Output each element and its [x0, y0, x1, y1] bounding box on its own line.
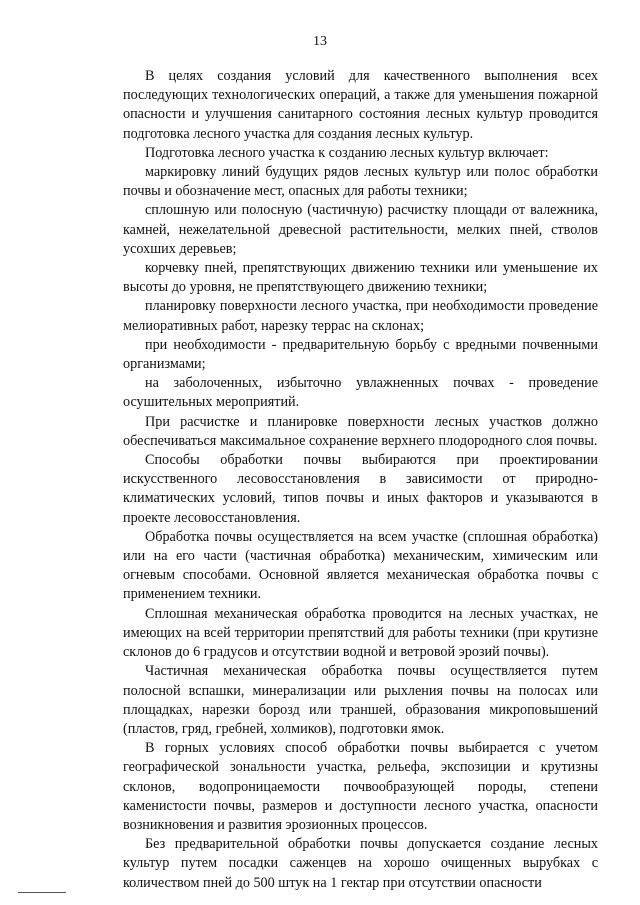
- paragraph: Сплошная механическая обработка проводится на лесных участках, не имеющих на всей территории препятствий для работы техники (при крутизне склонов до 6 градусов и отсутствии водной и ветровой эрозий почвы).: [123, 605, 598, 661]
- list-item: корчевку пней, препятствующих движению техники или уменьшение их высоты до уровня, не препятствующего движению техники;: [123, 260, 598, 296]
- paragraph: При расчистке и планировке поверхности лесных участков должно обеспечиваться максимальное сохранение верхнего плодородного слоя почвы.: [123, 413, 598, 449]
- footer-divider: [18, 892, 66, 893]
- paragraph: Подготовка лесного участка к созданию лесных культур включает:: [145, 144, 549, 161]
- paragraph: Без предварительной обработки почвы допускается создание лесных культур путем посадки саженцев на хорошо очищенных вырубках с количеством пней до 500 штук на 1 гектар при отсутствии опасности: [123, 836, 598, 891]
- paragraph: Частичная механическая обработка почвы осуществляется путем полосной вспашки, минерализации или рыхления почвы на полосах или площадках, нарезки борозд или траншей, образования микроповышений (пластов, гряд, гребней, холмиков), подготовки ямок.: [123, 663, 598, 737]
- paragraph: Обработка почвы осуществляется на всем участке (сплошная обработка) или на его части (частичная обработка) механическим, химическим или огневым способами. Основной является механическая обработка почвы с применением техники.: [123, 528, 598, 603]
- paragraph: В целях создания условий для качественного выполнения всех последующих технологических операций, а также для уменьшения пожарной опасности и улучшения санитарного состояния лесных культур проводится подготовка лесного участка для создания лесных культур.: [123, 68, 598, 142]
- list-item: маркировку линий будущих рядов лесных культур или полос обработки почвы и обозначение мест, опасных для работы техники;: [123, 164, 598, 200]
- list-item: планировку поверхности лесного участка, при необходимости проведение мелиоративных работ, нарезку террас на склонах;: [123, 298, 598, 334]
- paragraph: В горных условиях способ обработки почвы выбирается с учетом географической зональности участка, рельефа, экспозиции и крутизны склонов, водопроницаемости почвообразующей породы, степени каменистости почвы, размеров и доступности лесного участка, опасности возникновения и развития эрозионных процессов.: [123, 740, 598, 833]
- list-item: сплошную или полосную (частичную) расчистку площади от валежника, камней, нежелательной древесной растительности, мелких пней, стволов усохших деревьев;: [123, 202, 598, 257]
- document-body: [123, 67, 598, 893]
- list-item: на заболоченных, избыточно увлажненных почвах - проведение осушительных мероприятий.: [123, 375, 598, 411]
- list-item: при необходимости - предварительную борьбу с вредными почвенными организмами;: [123, 336, 598, 373]
- page-number: 13: [313, 34, 327, 49]
- paragraph: Способы обработки почвы выбираются при проектировании искусственного лесовосстановления в зависимости от природно-климатических условий, типов почвы и иных факторов и указываются в проекте лесовосстановления.: [123, 452, 598, 526]
